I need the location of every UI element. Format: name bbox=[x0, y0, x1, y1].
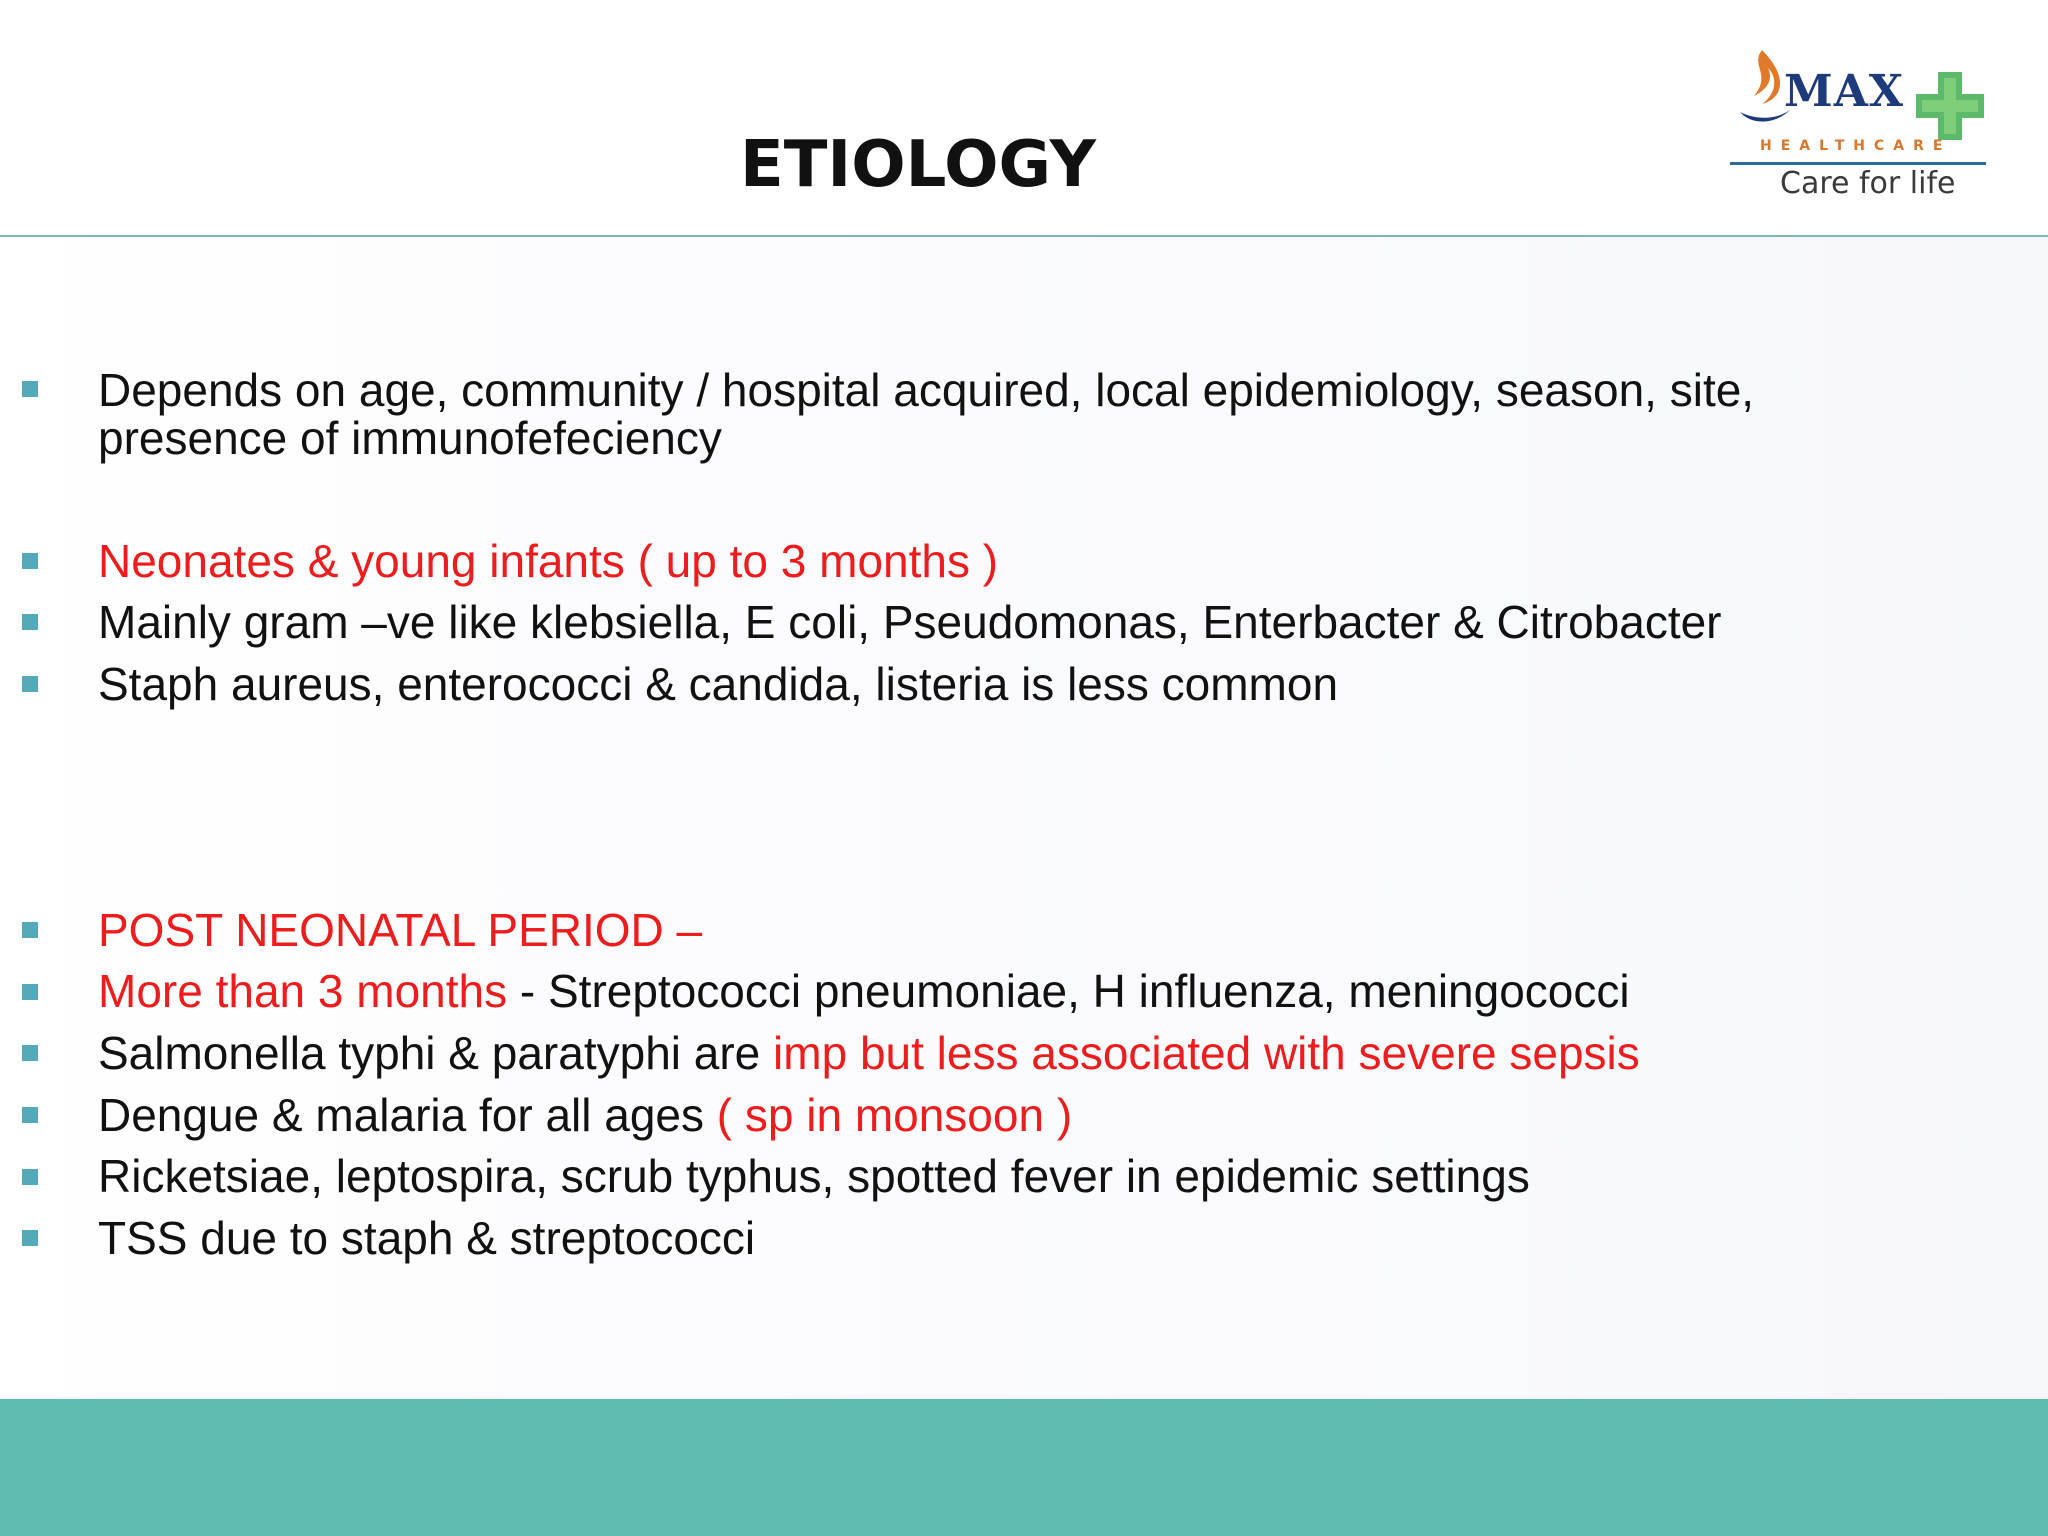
bullet-text-highlight: ( sp in monsoon ) bbox=[716, 1089, 1073, 1141]
bullet-icon bbox=[22, 1045, 38, 1061]
bullet-icon bbox=[22, 614, 38, 630]
bullet-text bbox=[98, 1090, 1072, 1140]
bullet-icon bbox=[22, 553, 38, 569]
bullet-text bbox=[98, 966, 1630, 1016]
logo-tagline: Care for life bbox=[1780, 166, 1956, 201]
bullet-text bbox=[98, 1028, 1640, 1078]
logo-healthcare: HEALTHCARE bbox=[1760, 138, 1952, 154]
bullet-text-start: Salmonella typhi & paratyphi are bbox=[98, 1027, 774, 1079]
bullet-icon bbox=[22, 1230, 38, 1246]
header-divider bbox=[0, 235, 2048, 237]
bullet-icon bbox=[22, 1107, 38, 1123]
bullet-text-highlight: Neonates & young infants ( up to 3 months ) bbox=[98, 535, 999, 587]
bullet-icon bbox=[22, 381, 38, 397]
bullet-text-start: Dengue & malaria for all ages bbox=[98, 1089, 717, 1141]
bullet-icon bbox=[22, 1169, 38, 1185]
bullet-icon bbox=[22, 984, 38, 1000]
bullet-text-highlight: More than 3 months bbox=[98, 965, 508, 1017]
bullet-text: TSS due to staph & streptococci bbox=[98, 1212, 756, 1264]
max-healthcare-logo bbox=[1722, 40, 1994, 212]
bullet-text-continued: presence of immunofefeciency bbox=[98, 412, 722, 464]
bullet-icon bbox=[22, 676, 38, 692]
bullet-text: Ricketsiae, leptospira, scrub typhus, spotted fever in epidemic settings bbox=[98, 1150, 1530, 1202]
bullet-text: Staph aureus, enterococci & candida, listeria is less common bbox=[98, 658, 1339, 710]
logo-divider bbox=[1730, 162, 1986, 165]
bullet-text: Depends on age, community / hospital acquired, local epidemiology, season, site, bbox=[98, 364, 1755, 416]
bullet-text-highlight: imp but less associated with severe sepsis bbox=[773, 1027, 1640, 1079]
flame-icon bbox=[1732, 46, 1792, 126]
bullet-text: Mainly gram –ve like klebsiella, E coli, Pseudomonas, Enterbacter & Citrobacter bbox=[98, 596, 1722, 648]
logo-brand: MAX bbox=[1784, 66, 1904, 117]
bullet-text-rest: - Streptococci pneumoniae, H influenza, meningococci bbox=[507, 965, 1630, 1017]
bullet-text-highlight: POST NEONATAL PERIOD – bbox=[98, 904, 703, 956]
slide-title: ETIOLOGY bbox=[740, 128, 1096, 202]
footer-band bbox=[0, 1399, 2048, 1536]
medical-cross-icon bbox=[1910, 66, 1990, 146]
bullet-icon bbox=[22, 922, 38, 938]
